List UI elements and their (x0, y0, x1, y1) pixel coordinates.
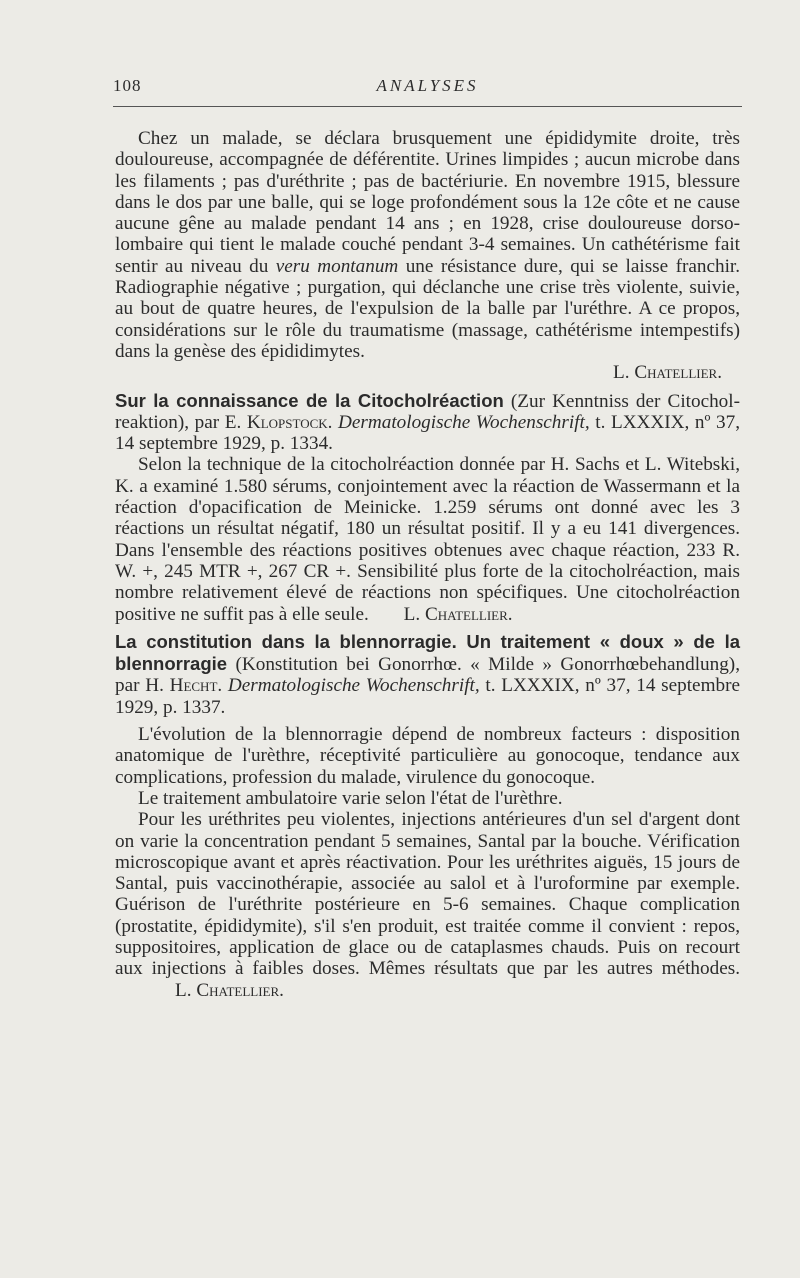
article-2-citation: t. LXXXIX, nº 37, 14 septembre 1929, p. 1334. (115, 411, 741, 455)
article-3-journal: Dermatologische Wochenschrift, (227, 675, 480, 697)
article-3-paragraph: L'évolution de la blennorragie dépend de nombreux facteurs : disposition anatomique de l'urèthre, réceptivité particulière au gonocoque, tendance aux complications, profession du malade, virulence du gonocoque. (115, 724, 740, 788)
article-1-text-rest: une résistance dure, qui se laisse franchir. Radiographie négative ; purgation, qui déclanche une crise très violente, suivie, au bout de quatre heures, de l'expulsion de la balle par l'uréthre. A ce propos, considérations sur le rôle du traumatisme (massage, cathétérisme intempestifs) dans la genèse des épididimytes. (115, 255, 741, 362)
article-2-heading (115, 390, 740, 455)
article-3-heading (115, 631, 740, 718)
article-2-journal: Dermatologische Wochenschrift, (338, 411, 590, 433)
article-3-author: H. Hecht. (145, 675, 223, 697)
article-2-title: Sur la connaissance de la Citocholréaction (115, 389, 504, 411)
article-1-signature: L. Chatellier. (613, 362, 722, 384)
article-2-signature: L. Chatellier. (403, 603, 513, 625)
article-3-paragraph: Le traitement ambulatoire varie selon l'état de l'urèthre. (138, 787, 563, 809)
article-2-by: par (194, 411, 220, 433)
article-3-title: La constitution dans la blennorragie. Un traitement « doux » de la blennorragie (115, 630, 740, 675)
article-2-author: E. Klopstock. (224, 411, 333, 433)
page-content (115, 128, 740, 1001)
article-1-body (115, 128, 740, 362)
article-1-italic: veru montanum (275, 255, 399, 277)
article-2-body (115, 454, 740, 624)
article-1-text: Chez un malade, se déclara brusquement une épididymite droite, très douloureuse, accompagnée de déférentite. Urines limpides ; aucun microbe dans les filaments ; pas d'uréthrite ; pas de bactériurie. En novembre 1915, blessure dans le dos par une balle, qui se loge profondément sous la 12e côte et ne cause aucune gêne au malade pendant 14 ans ; en 1928, crise douloureuse dorso-lombaire qui tient le malade couché pendant 3-4 semaines. Un cathétérisme fait sentir au niveau du (115, 128, 740, 277)
article-3-paragraph-text: Pour les uréthrites peu violentes, injections antérieures d'un sel d'argent dont on varie la concentration pendant 5 semaines, Santal par la bouche. Vérification microscopique avant et après réactivation. Pour les uréthrites aiguës, 15 jours de Santal, puis vaccinothérapie, associée au salol et à l'uroformine par exemple. Guérison de l'uréthrite postérieure en 5-6 semaines. Chaque complication (prostatite, épididymite), s'il s'en produit, est traitée comme il convient : repos, suppositoires, application de glace ou de cataplasmes chauds. Puis on recourt aux injections à faibles doses. Mêmes résultats que par les autres méthodes. (115, 809, 740, 980)
article-3-by: par (115, 675, 140, 697)
article-2-original-title: (Zur Kenntniss der Citochol-reaktion), (115, 390, 740, 433)
article-3-signature: L. Chatellier. (175, 979, 284, 1001)
article-3-original-title: (Konstitution bei Gonorrhœ. « Milde » Gonorrhœbehandlung), (235, 654, 740, 676)
article-2-text: Selon la technique de la citocholréaction donnée par H. Sachs et L. Witebski, K. a examiné 1.580 sérums, conjointement avec la réaction de Wassermann et la réaction d'opacification de Meinicke. 1.259 sérums ont donné avec les 3 réactions un résultat négatif, 180 un résultat positif. Il y a eu 141 divergences. Dans l'ensemble des réactions positives obtenues avec chaque réaction, 233 R. W. +, 245 MTR +, 267 CR +. Sensibilité plus forte de la citocholréaction, mais nombre relativement élevé de réactions non spécifiques. Une citocholréaction positive ne suffit pas à elle seule. (115, 454, 740, 625)
article-3-paragraph (115, 809, 740, 1001)
article-3-citation: t. LXXXIX, nº 37, 14 septembre 1929, p. 1337. (115, 675, 740, 718)
running-title: ANALYSES (376, 76, 479, 95)
page-number: 108 (113, 76, 142, 95)
page-header (113, 76, 742, 107)
